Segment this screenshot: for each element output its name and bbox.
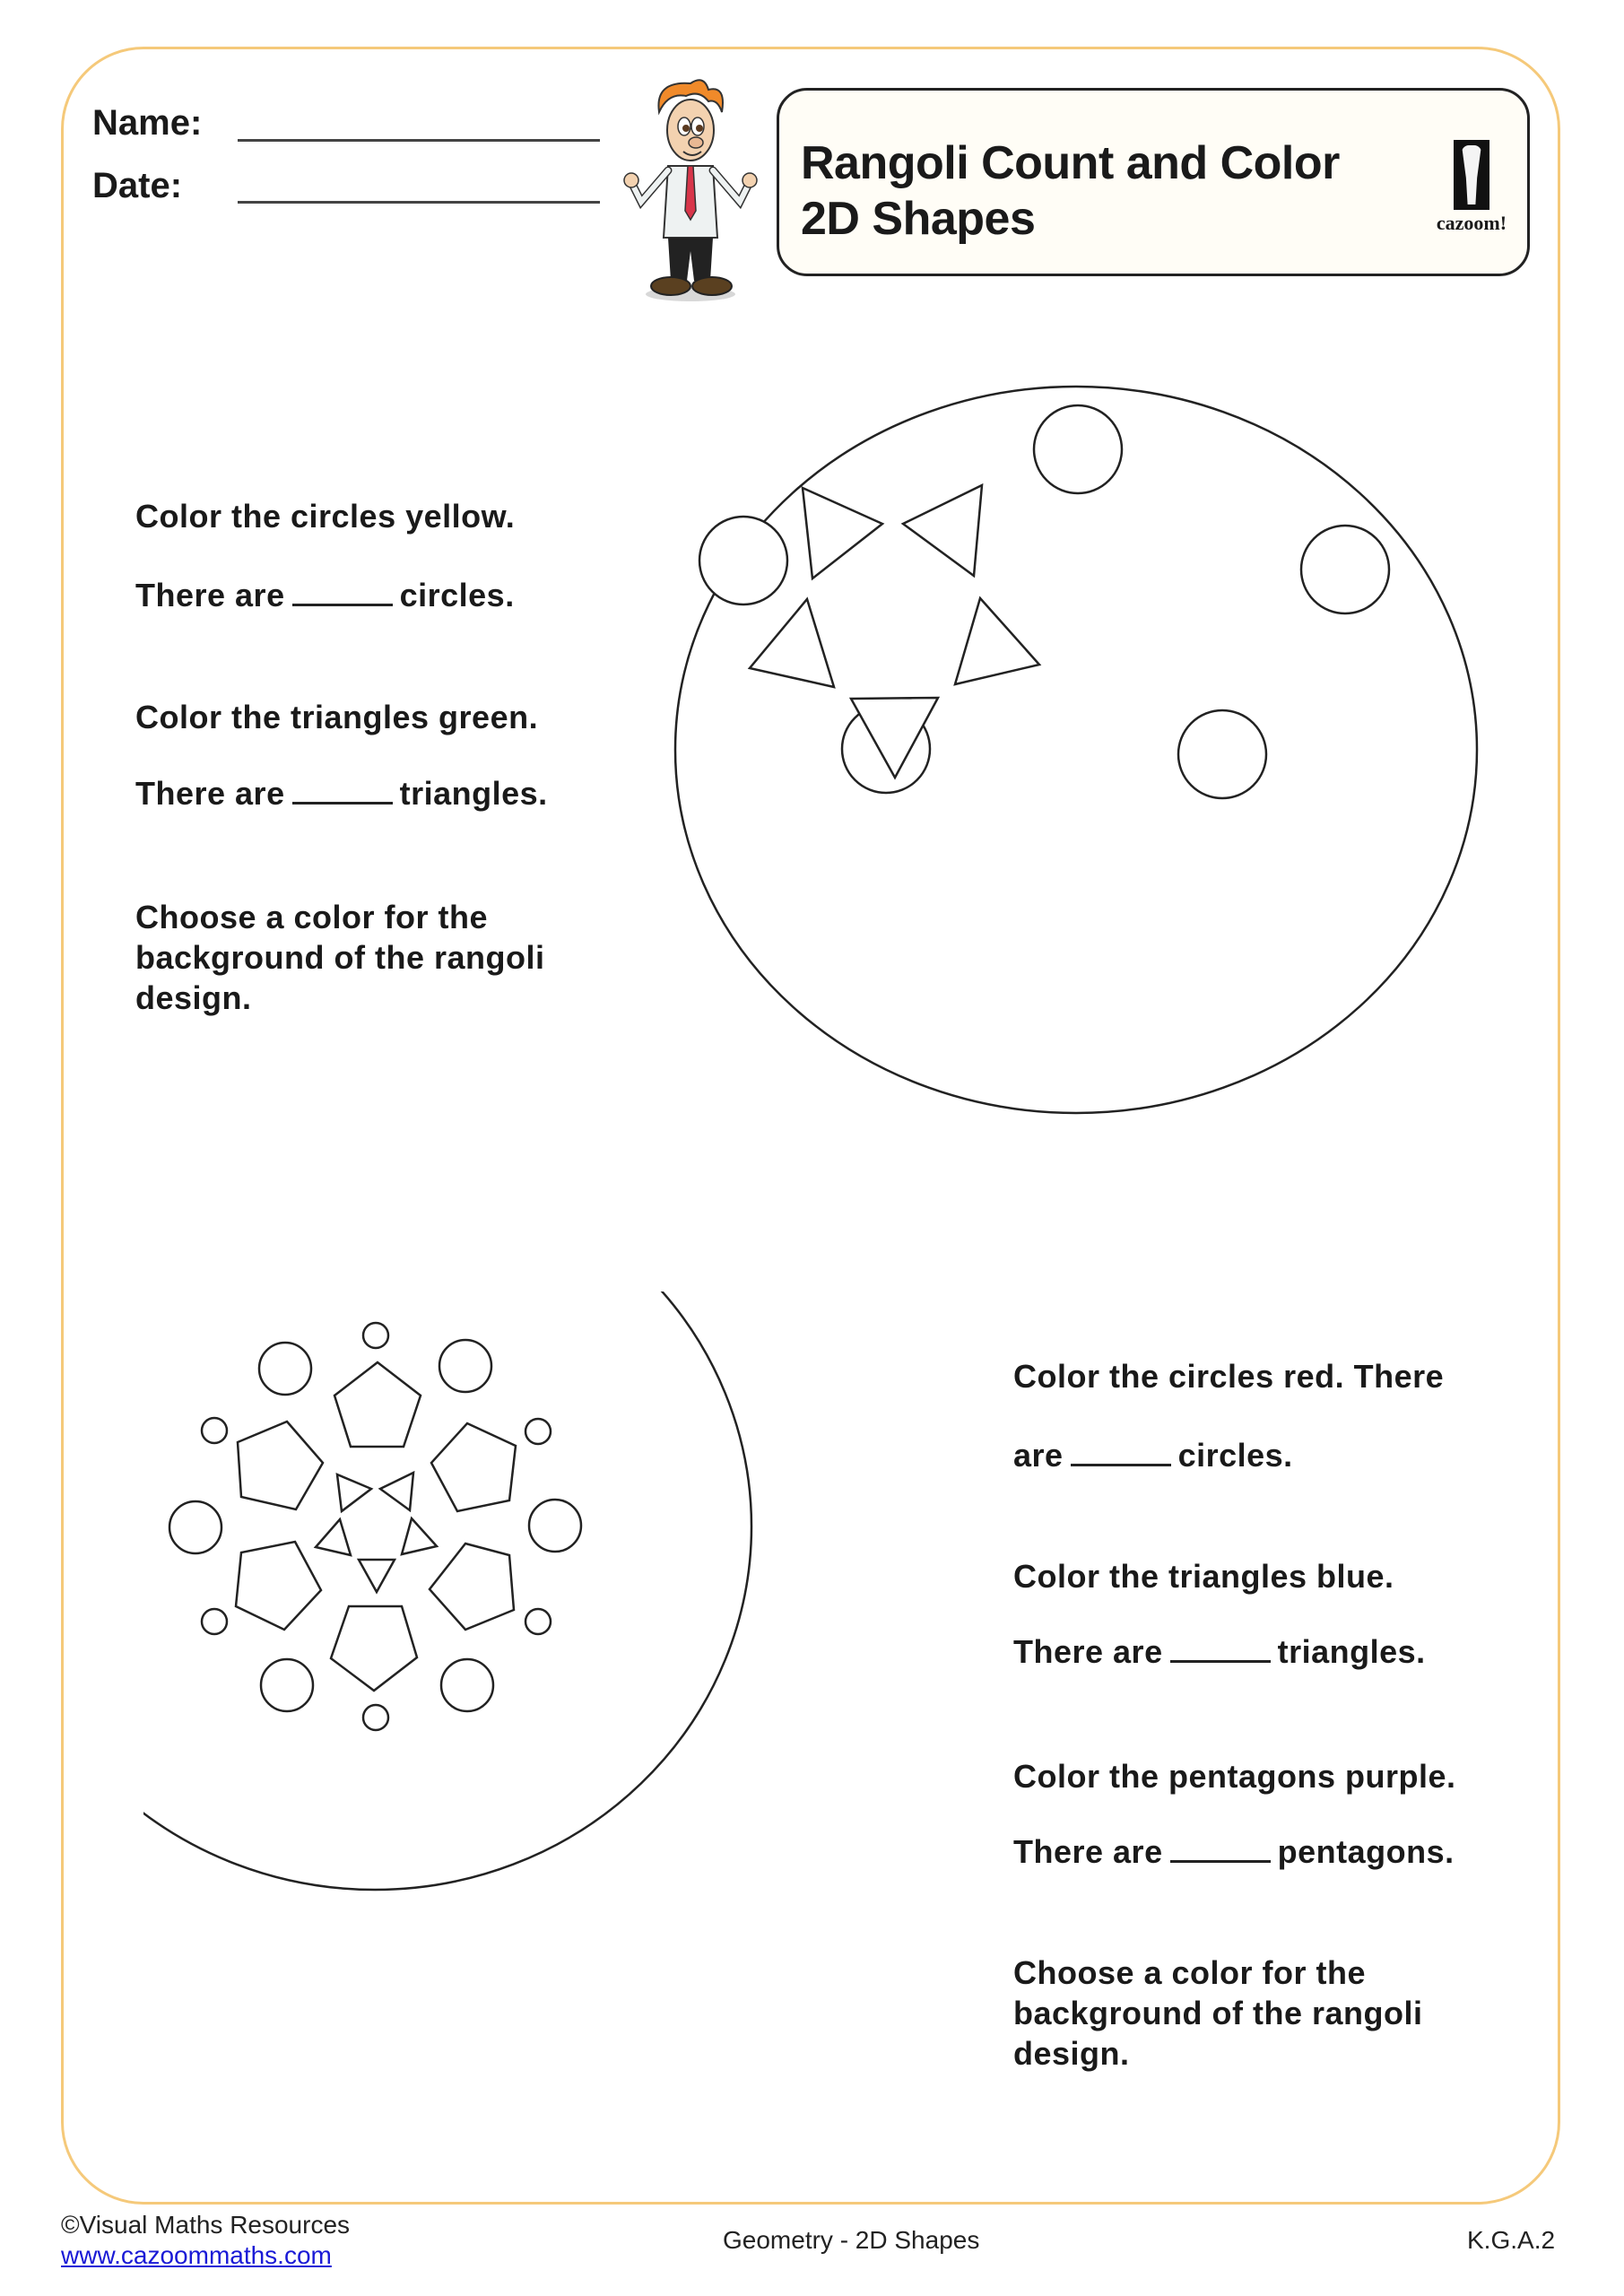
small-circle-shape[interactable] (525, 1609, 551, 1634)
title-line-2: 2D Shapes (801, 193, 1036, 245)
rangoli-background[interactable] (675, 387, 1477, 1113)
count-triangles-prompt (135, 773, 548, 813)
prompt-line: design. (1013, 2035, 1130, 2072)
small-circle-shape[interactable] (363, 1705, 388, 1730)
instruction-circles-yellow: Color the circles yellow. (135, 498, 516, 535)
logo-text: cazoom! (1436, 212, 1507, 234)
website-link[interactable]: www.cazoommaths.com (61, 2241, 332, 2269)
instruction-triangles-blue: Color the triangles blue. (1013, 1558, 1394, 1595)
cup-icon (1454, 140, 1489, 210)
answer-blank-triangles[interactable] (1170, 1635, 1271, 1663)
circle-shape[interactable] (1301, 526, 1389, 613)
name-field[interactable] (238, 139, 600, 142)
cazoom-logo (1436, 140, 1507, 235)
prompt-suffix: pentagons. (1277, 1833, 1455, 1870)
small-circle-shape[interactable] (363, 1323, 388, 1348)
count-circles-prompt (135, 575, 515, 615)
prompt-line: Choose a color for the (1013, 1954, 1367, 1991)
circle-shape[interactable] (1034, 405, 1122, 493)
prompt-suffix: triangles. (1277, 1633, 1426, 1670)
prompt-line: Choose a color for the (135, 899, 489, 935)
prompt-prefix: There are (1013, 1633, 1163, 1670)
background-color-prompt (1013, 1952, 1423, 2074)
prompt-suffix: circles. (1177, 1437, 1293, 1474)
worksheet-title (801, 135, 1340, 247)
date-field[interactable] (238, 201, 600, 204)
prompt-line: background of the rangoli (1013, 1995, 1423, 2031)
prompt-prefix: There are (135, 775, 285, 812)
small-circle-shape[interactable] (202, 1609, 227, 1634)
circle-shape[interactable] (259, 1343, 311, 1395)
prompt-suffix: circles. (399, 577, 515, 613)
title-box (777, 88, 1530, 276)
circle-shape[interactable] (169, 1501, 221, 1553)
prompt-line: background of the rangoli (135, 939, 545, 976)
prompt-line: design. (135, 979, 252, 1016)
teacher-mascot-image (619, 76, 762, 305)
count-triangles-prompt (1013, 1631, 1426, 1672)
title-line-1: Rangoli Count and Color (801, 137, 1340, 189)
circle-shape[interactable] (1178, 710, 1266, 798)
background-color-prompt (135, 897, 545, 1018)
small-circle-shape[interactable] (525, 1419, 551, 1444)
prompt-line: Color the circles red. There (1013, 1358, 1445, 1395)
prompt-suffix: triangles. (399, 775, 548, 812)
circle-shape[interactable] (441, 1659, 493, 1711)
prompt-prefix: There are (135, 577, 285, 613)
rangoli-design-1[interactable] (664, 377, 1498, 1166)
instruction-pentagons-purple: Color the pentagons purple. (1013, 1758, 1456, 1795)
copyright-text: ©Visual Maths Resources (61, 2211, 351, 2239)
count-circles-prompt (1013, 1435, 1444, 1475)
prompt-prefix: There are (1013, 1833, 1163, 1870)
small-circle-shape[interactable] (202, 1418, 227, 1443)
answer-blank-circles[interactable] (292, 578, 393, 606)
answer-blank-circles[interactable] (1071, 1439, 1171, 1466)
count-pentagons-prompt (1013, 1831, 1455, 1872)
circle-shape[interactable] (529, 1500, 581, 1552)
instruction-triangles-green: Color the triangles green. (135, 699, 539, 735)
name-label: Name: (92, 103, 203, 143)
date-label: Date: (92, 166, 183, 205)
standard-code: K.G.A.2 (1467, 2226, 1556, 2254)
topic-text: Geometry - 2D Shapes (723, 2226, 980, 2254)
circle-shape[interactable] (439, 1340, 491, 1392)
circle-shape[interactable] (261, 1659, 313, 1711)
instruction-circles-red (1013, 1356, 1444, 1475)
prompt-prefix: are (1013, 1437, 1064, 1474)
circle-shape[interactable] (699, 517, 787, 604)
answer-blank-pentagons[interactable] (1170, 1835, 1271, 1863)
answer-blank-triangles[interactable] (292, 777, 393, 804)
rangoli-design-2[interactable] (143, 1292, 968, 2099)
